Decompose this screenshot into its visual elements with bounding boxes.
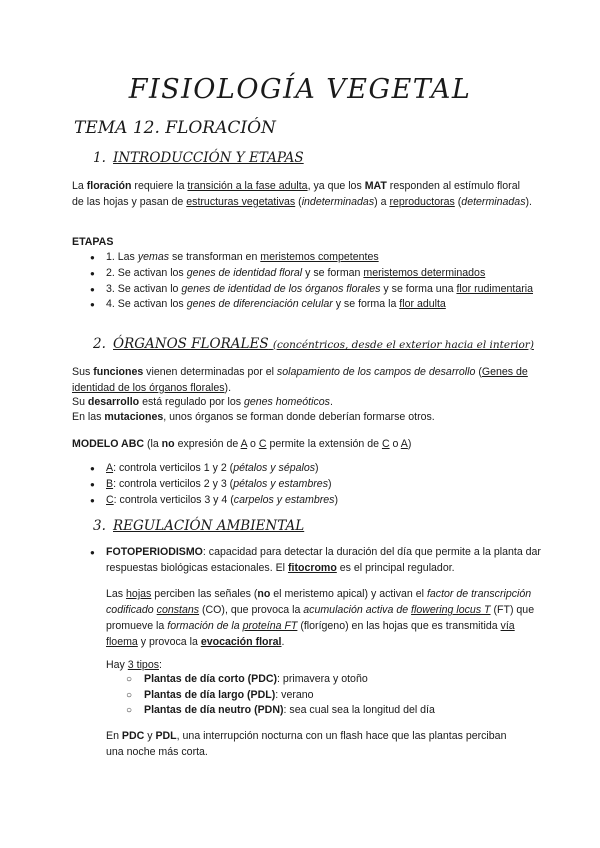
text: En — [106, 730, 122, 742]
text: En las — [72, 411, 105, 423]
italic-text: factor de transcripción codificado — [106, 588, 532, 616]
text: La — [72, 180, 87, 192]
italic-text: formación de la — [167, 620, 243, 632]
text: , unos órganos se forman donde deberían formarse otros. — [163, 411, 435, 423]
list-item — [72, 461, 532, 477]
term-mutaciones: mutaciones — [104, 411, 164, 423]
italic-text: genes homeóticos — [243, 396, 330, 408]
text: 1. Las — [106, 251, 138, 263]
text: es el principal regulador. — [336, 561, 455, 574]
underlined-text: C — [258, 438, 267, 450]
term-desarrollo: desarrollo — [87, 396, 140, 408]
mutaciones-paragraph — [72, 409, 532, 425]
text: ( — [475, 366, 482, 378]
term-floracion: floración — [86, 180, 132, 192]
page-title: FISIOLOGÍA VEGETAL — [128, 74, 472, 105]
fotoperiodismo-list — [72, 545, 542, 577]
list-item — [126, 703, 538, 719]
text: : controla verticilos 3 y 4 ( — [113, 493, 234, 506]
text: ( — [454, 196, 462, 208]
list-item — [72, 266, 542, 282]
tipos-list — [126, 672, 538, 719]
text: el meristemo apical) y activan el — [270, 588, 427, 600]
text: requiere la — [131, 180, 188, 192]
text: Las — [106, 588, 127, 600]
text: ) a — [374, 196, 390, 208]
term-pdc: PDC — [121, 730, 145, 742]
text: : controla verticilos 2 y 3 ( — [113, 477, 234, 490]
text: está regulado por los — [139, 396, 244, 408]
section-1-title: INTRODUCCIÓN Y ETAPAS — [113, 150, 304, 166]
text: (FT) que promueve la — [106, 604, 535, 632]
term-no: no — [257, 588, 271, 600]
text: : verano — [275, 688, 314, 701]
text: Sus — [72, 366, 94, 378]
list-item — [72, 282, 542, 298]
text: . — [329, 396, 333, 408]
underlined-text: flor rudimentaria — [456, 282, 533, 295]
underlined-text: flor adulta — [399, 298, 446, 311]
text: y se forma la — [332, 298, 400, 311]
text: : controla verticilos 1 y 2 ( — [113, 462, 234, 474]
text: ) — [407, 438, 412, 450]
underlined-text: estructuras vegetativas — [186, 196, 296, 208]
underlined-text: transición a la fase adulta — [187, 180, 308, 192]
underlined-text: Genes de identidad de los órganos florales — [72, 366, 528, 394]
list-item — [72, 477, 532, 493]
text: 4. Se activan los — [106, 298, 187, 311]
text: : sea cual sea la longitud del día — [283, 704, 435, 717]
italic-text: solapamiento de los campos de desarrollo — [276, 366, 476, 378]
desarrollo-paragraph — [72, 394, 532, 410]
text: ( — [295, 196, 302, 208]
abc-list — [72, 461, 532, 508]
plant-type: Plantas de día neutro (PDN) — [144, 704, 284, 717]
text: perciben las señales ( — [151, 588, 258, 600]
etapas-label — [72, 234, 532, 250]
italic-underlined-text: proteína FT — [242, 620, 298, 632]
text: (CO), que provoca la — [199, 604, 304, 616]
gene-letter: C — [106, 493, 114, 506]
text: vienen determinadas por el — [143, 366, 277, 378]
intro-paragraph — [72, 178, 532, 210]
text: o — [247, 438, 259, 450]
list-item — [72, 250, 542, 266]
term-fotoperiodismo: FOTOPERIODISMO — [106, 546, 203, 558]
section-3-title: REGULACIÓN AMBIENTAL — [113, 518, 305, 534]
text: : — [159, 659, 162, 671]
text: responden al estímulo floral de las hojas y pasan de — [72, 180, 520, 208]
text: : capacidad para detectar la duración del día que permite a la planta dar respuestas biológicas estacionales. El — [106, 546, 541, 574]
underlined-text: meristemos competentes — [260, 251, 379, 263]
underlined-text: A — [240, 438, 248, 450]
tema-heading: TEMA 12. FLORACIÓN — [74, 118, 276, 138]
underlined-text: A — [400, 438, 408, 450]
text: permite la extensión de — [266, 438, 382, 450]
underlined-text: vía floema — [106, 620, 515, 648]
text: 3. Se activan lo — [106, 282, 182, 295]
text: se transforman en — [169, 251, 261, 263]
plant-type: Plantas de día largo (PDL) — [144, 688, 276, 701]
section-1-heading — [93, 150, 304, 166]
italic-text: genes de diferenciación celular — [186, 298, 333, 311]
underlined-text: hojas — [126, 588, 152, 600]
text: expresión de — [174, 438, 241, 450]
text: ) — [315, 462, 319, 474]
section-2-title — [113, 336, 534, 352]
underlined-text: reproductoras — [389, 196, 455, 208]
text: : primavera y otoño — [277, 673, 368, 685]
term-mat: MAT — [364, 180, 387, 192]
italic-underlined-text: flowering locus T — [411, 604, 491, 616]
text: y se forman — [302, 266, 364, 279]
text: , una interrupción nocturna con un flash hace que las plantas perciban una noche más corta. — [106, 730, 507, 758]
underlined-text: 3 tipos — [127, 659, 160, 671]
text: (florígeno) en las hojas que es transmitida — [297, 620, 501, 632]
section-2-heading — [93, 336, 534, 352]
italic-text: pétalos y sépalos — [233, 462, 316, 474]
text: Su — [72, 396, 88, 408]
italic-text: genes de identidad floral — [186, 266, 303, 279]
text: y se forma una — [380, 282, 457, 295]
term-funciones: funciones — [93, 366, 144, 378]
text: . — [281, 636, 285, 648]
gene-letter: B — [106, 477, 114, 490]
text: (la — [144, 438, 162, 450]
text: 2. Se activan los — [106, 266, 187, 279]
list-item — [72, 297, 542, 313]
text: y — [144, 730, 156, 742]
text: , ya que los — [307, 180, 365, 192]
tipos-paragraph — [106, 657, 538, 673]
term-pdl: PDL — [155, 730, 177, 742]
italic-text: determinadas — [461, 196, 526, 208]
section-2-subtitle: (concéntricos, desde el exterior hacia el interior) — [272, 339, 534, 351]
text: Hay — [106, 659, 128, 671]
plant-type: Plantas de día corto (PDC) — [144, 673, 278, 685]
italic-text: carpelos y estambres — [233, 493, 335, 506]
text: ). — [525, 196, 532, 208]
list-item — [72, 545, 542, 577]
term-modelo-abc: MODELO ABC — [72, 438, 144, 450]
italic-text: indeterminadas — [301, 196, 375, 208]
list-item — [126, 688, 538, 704]
etapas-list — [72, 250, 542, 313]
term-evocacion-floral: evocación floral — [200, 636, 282, 648]
section-3-number: 3. — [93, 518, 106, 534]
section-2-number: 2. — [93, 336, 106, 352]
italic-underlined-text: constans — [156, 604, 200, 616]
section-3-heading — [93, 518, 304, 534]
italic-text: acumulación activa de — [303, 604, 412, 616]
list-item — [72, 493, 532, 509]
text: o — [389, 438, 401, 450]
funciones-paragraph — [72, 364, 532, 396]
text: ) — [334, 493, 338, 506]
section-2-title-text: ÓRGANOS FLORALES — [113, 336, 269, 352]
underlined-text: meristemos determinados — [363, 266, 486, 279]
gene-letter: A — [106, 462, 114, 474]
modelo-abc-paragraph — [72, 436, 532, 452]
etapas-label-text: ETAPAS — [72, 236, 114, 248]
text: ). — [224, 382, 232, 394]
final-paragraph — [106, 728, 516, 760]
text: y provoca la — [137, 636, 201, 648]
term-no: no — [161, 438, 175, 450]
list-item — [126, 672, 538, 688]
italic-text: yemas — [137, 251, 170, 263]
italic-text: genes de identidad de los órganos florales — [181, 282, 381, 295]
underlined-text: C — [381, 438, 390, 450]
section-1-number: 1. — [93, 150, 106, 166]
hojas-paragraph — [106, 586, 538, 650]
term-fitocromo: fitocromo — [287, 561, 337, 574]
text: ) — [328, 477, 332, 490]
italic-text: pétalos y estambres — [233, 477, 328, 490]
